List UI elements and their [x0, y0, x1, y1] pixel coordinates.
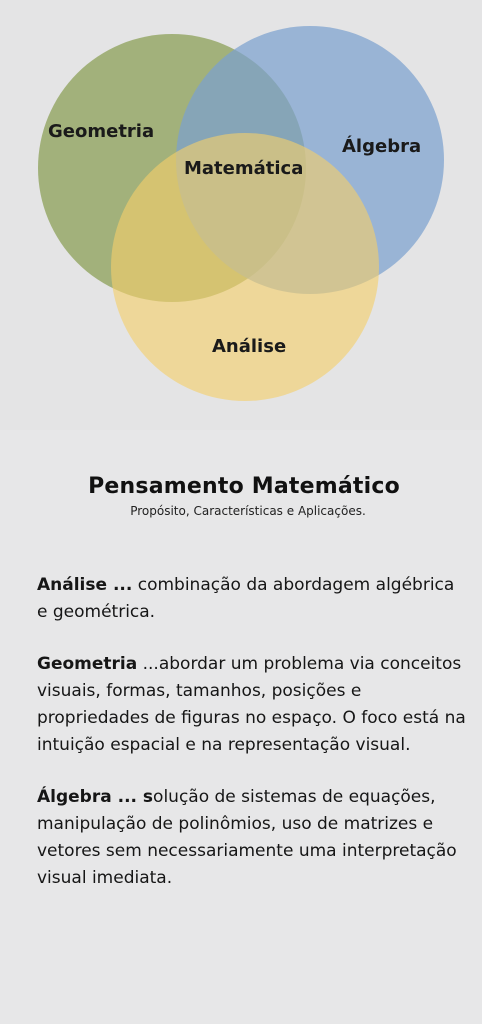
title-block: [0, 474, 482, 518]
venn-diagram: [0, 0, 482, 430]
paragraph-algebra: [37, 784, 467, 892]
paragraph-text: ...abordar um problema via conceitos visuais, formas, tamanhos, posições e propriedades de figuras no espaço. O foco está na intuição espacial e na representação visual.: [37, 654, 466, 755]
paragraph-term: Álgebra ... s: [37, 787, 154, 807]
algebra-label: Álgebra: [342, 136, 422, 157]
description-list: [37, 572, 467, 917]
geometria-label: Geometria: [48, 121, 155, 142]
paragraph-term: Geometria: [37, 654, 138, 674]
page-title: Pensamento Matemático: [88, 474, 400, 499]
paragraph-text: combinação da abordagem algébrica e geométrica.: [37, 575, 455, 622]
paragraph-analise: [37, 572, 467, 626]
analise-label: Análise: [212, 336, 287, 357]
matematica-label: Matemática: [184, 158, 304, 179]
paragraph-text: olução de sistemas de equações, manipulação de polinômios, uso de matrizes e vetores sem necessariamente uma interpretação visual imediata.: [37, 787, 457, 888]
paragraph-geometria: [37, 651, 467, 759]
paragraph-term: Análise ...: [37, 575, 133, 595]
page-subtitle: Propósito, Características e Aplicações.: [130, 504, 366, 518]
